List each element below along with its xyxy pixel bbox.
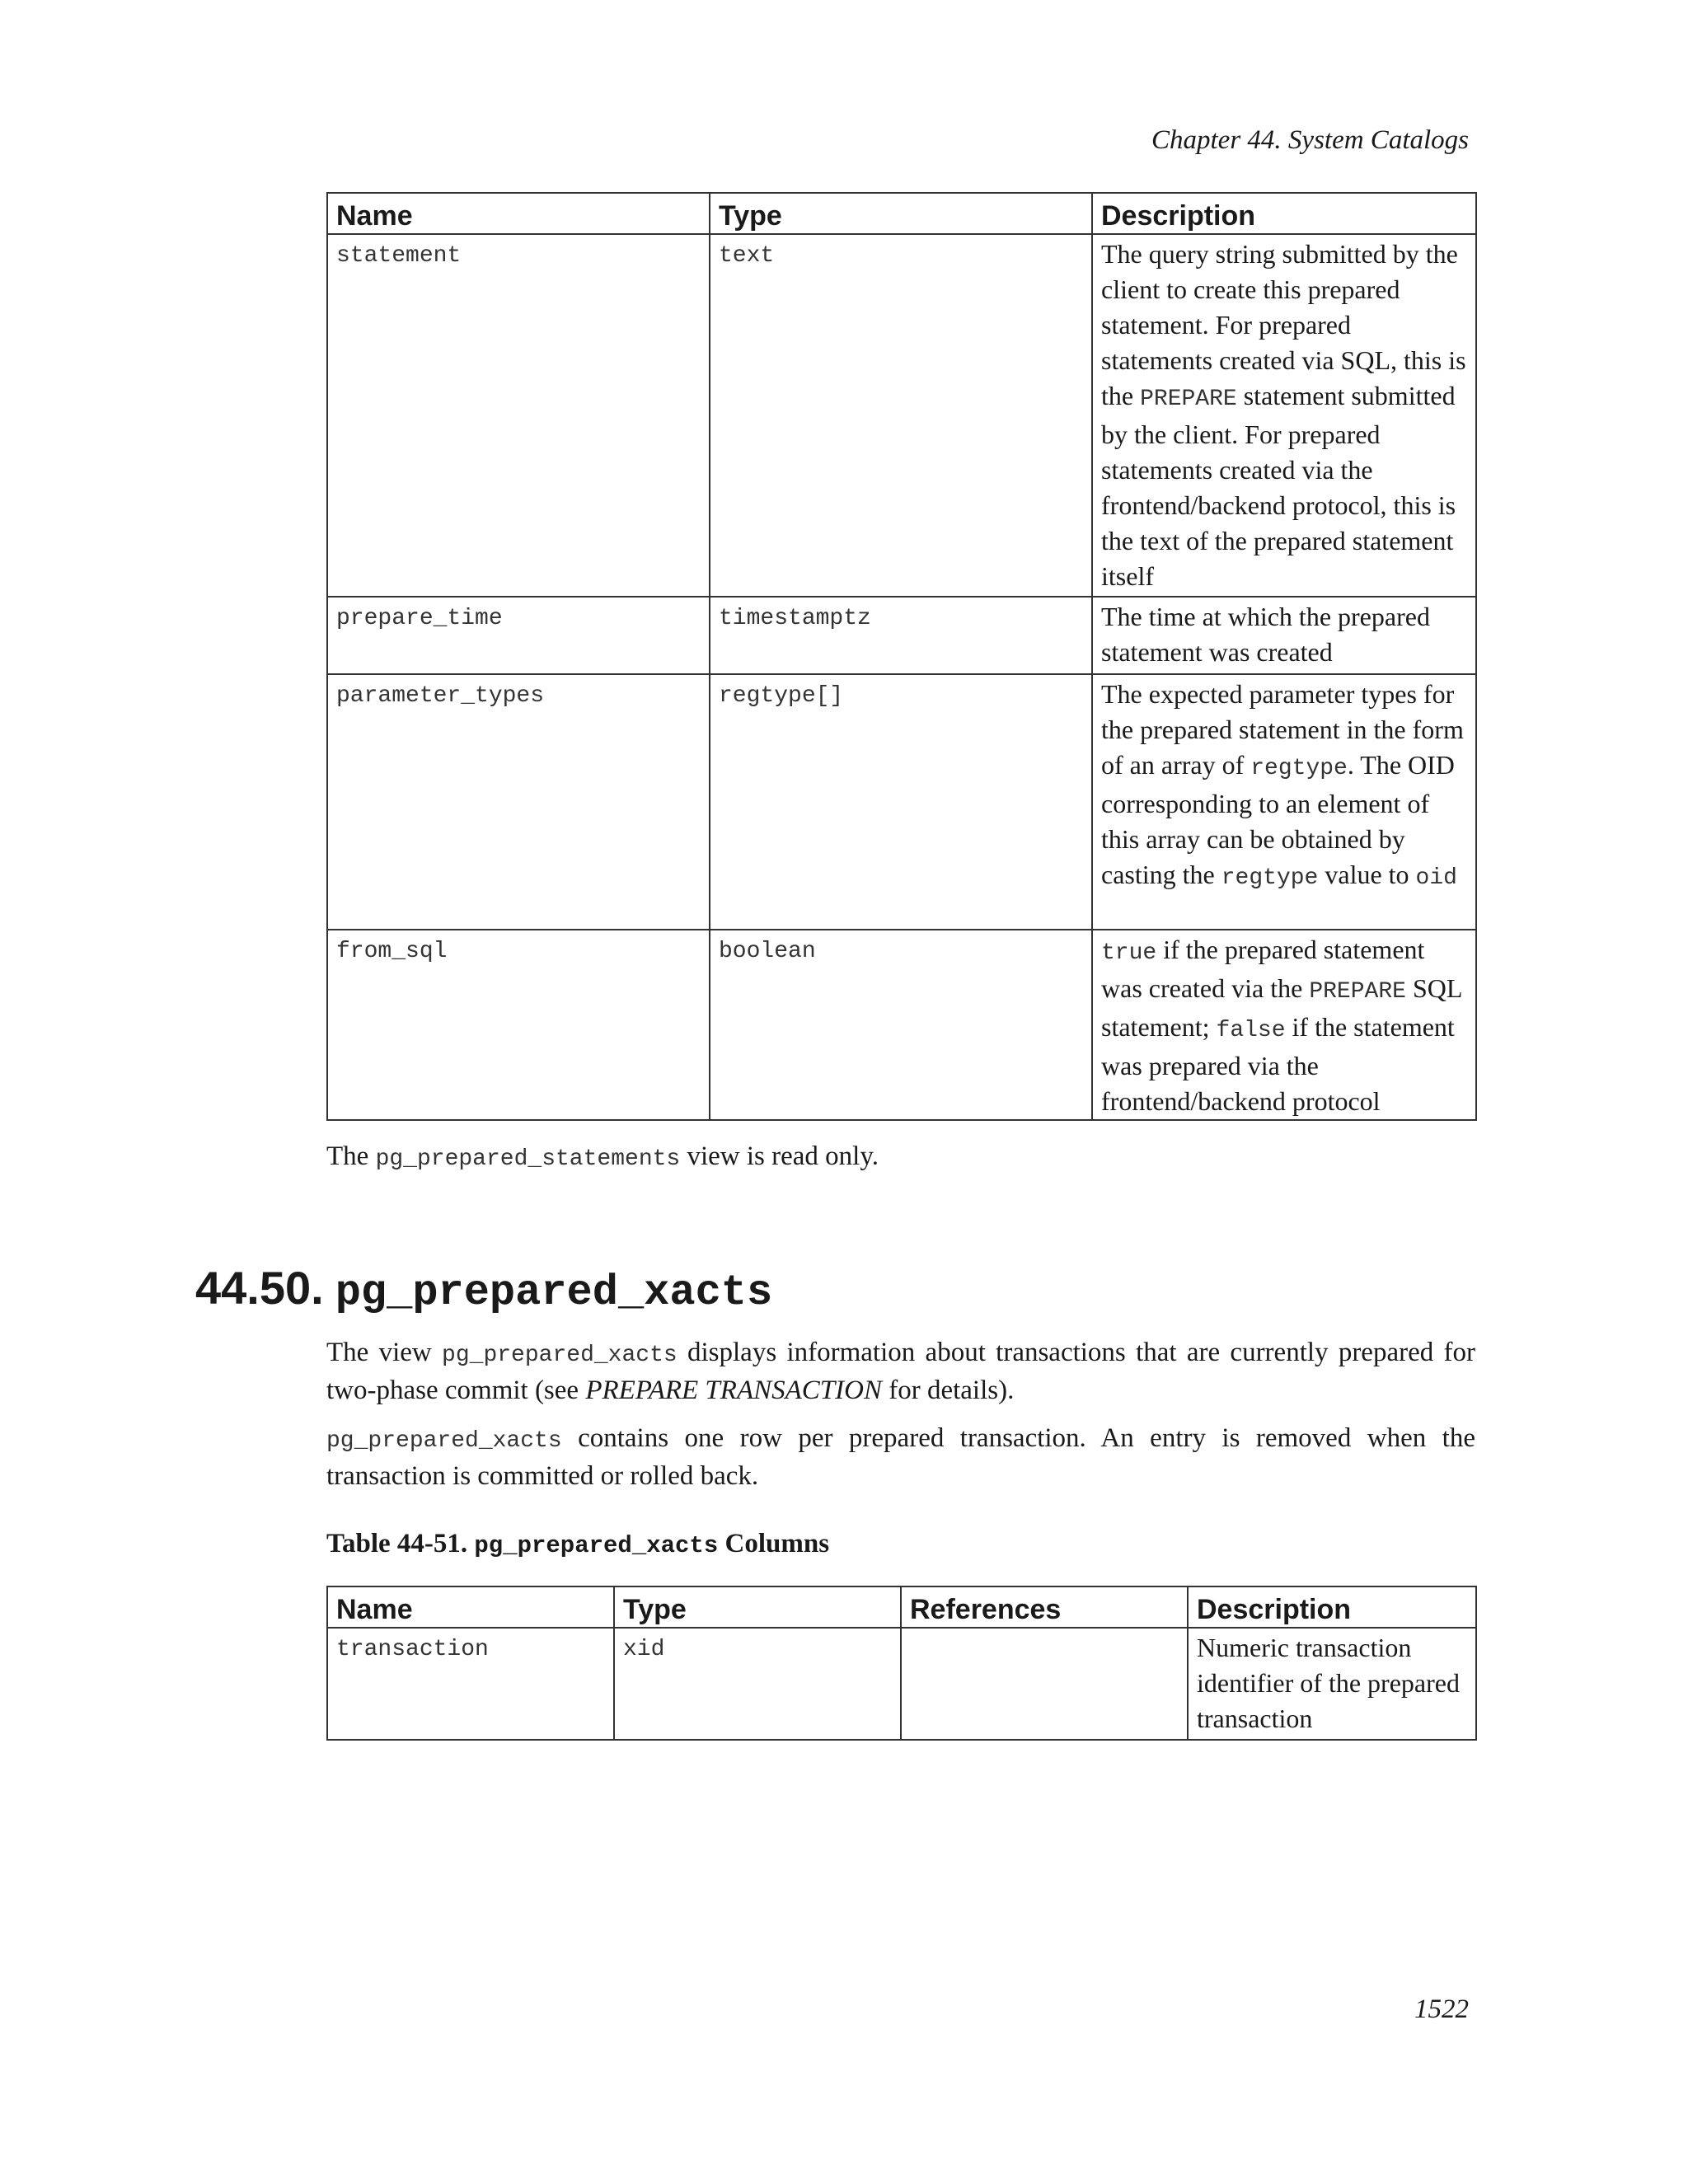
column-header-name: Name [327, 193, 710, 234]
description-code: oid [1415, 865, 1457, 891]
caption-suffix: Columns [724, 1529, 830, 1558]
description-text: The time at which the prepared statement was created [1101, 602, 1430, 667]
cell-description [1092, 674, 1476, 930]
view-name-code: pg_prepared_xacts [326, 1428, 562, 1454]
column-header-description: Description [1188, 1586, 1476, 1628]
prepared-xacts-columns-table [326, 1586, 1477, 1741]
table-row [327, 674, 1476, 930]
cell-type: xid [614, 1628, 901, 1740]
column-header-type: Type [614, 1586, 901, 1628]
cell-type: boolean [710, 930, 1092, 1120]
note-text: The [326, 1141, 369, 1171]
caption-label: Table 44-51. [326, 1529, 468, 1558]
table-row [327, 1628, 1476, 1740]
column-header-type: Type [710, 193, 1092, 234]
paragraph-text: The view [326, 1338, 432, 1367]
table-caption [326, 1529, 829, 1559]
cell-name: parameter_types [327, 674, 710, 930]
column-header-name: Name [327, 1586, 614, 1628]
table-header-row [327, 1586, 1476, 1628]
section-title: pg_prepared_xacts [335, 1268, 773, 1317]
paragraph-text: displays information about transactions that are currently prepared for two-phase commit (see [326, 1338, 1476, 1405]
running-header: Chapter 44. System Catalogs [1151, 125, 1469, 155]
cross-reference-link[interactable]: PREPARE TRANSACTION [585, 1376, 882, 1405]
section-number: 44.50. [195, 1262, 324, 1314]
table-header-row [327, 193, 1476, 234]
view-name-code: pg_prepared_xacts [442, 1343, 678, 1368]
cell-description [1092, 597, 1476, 674]
note-text: view is read only. [687, 1141, 879, 1171]
page-number: 1522 [1414, 1994, 1469, 2024]
caption-code: pg_prepared_xacts [474, 1532, 719, 1559]
column-header-description: Description [1092, 193, 1476, 234]
description-code: regtype [1221, 865, 1319, 891]
intro-paragraph [326, 1335, 1475, 1408]
description-text: if the statement was prepared via the frontend/backend protocol [1101, 1012, 1455, 1116]
paragraph-text: contains one row per prepared transaction. An entry is removed when the transaction is committed or rolled back. [326, 1423, 1475, 1491]
description-text: The expected parameter types for the prepared statement in the form of an array of [1101, 679, 1464, 780]
description-text: if the prepared statement was created via the [1101, 935, 1425, 1003]
description-code: PREPARE [1140, 387, 1237, 412]
prepared-statements-columns-table [326, 192, 1477, 1121]
cell-type: timestamptz [710, 597, 1092, 674]
table-row [327, 234, 1476, 597]
cell-references [901, 1628, 1188, 1740]
description-code: true [1101, 940, 1157, 966]
cell-type: regtype[] [710, 674, 1092, 930]
description-text: The query string submitted by the client to create this prepared statement. For prepared statements created via SQL, this is the [1101, 239, 1466, 410]
cell-name: statement [327, 234, 710, 597]
description-code: false [1216, 1018, 1286, 1043]
cell-description: Numeric transaction identifier of the prepared transaction [1188, 1628, 1476, 1740]
cell-name: from_sql [327, 930, 710, 1120]
description-code: regtype [1250, 756, 1348, 781]
column-header-references: References [901, 1586, 1188, 1628]
cell-name: transaction [327, 1628, 614, 1740]
section-heading [195, 1261, 772, 1317]
readonly-note [326, 1139, 1475, 1177]
cell-name: prepare_time [327, 597, 710, 674]
description-text: SQL statement; [1101, 973, 1462, 1042]
description-text: value to [1325, 860, 1409, 889]
description-text: . The OID corresponding to an element of this array can be obtained by casting the [1101, 750, 1455, 889]
cell-type: text [710, 234, 1092, 597]
table-row [327, 930, 1476, 1120]
paragraph-text: for details). [889, 1376, 1015, 1405]
cell-description [1092, 234, 1476, 597]
second-paragraph [326, 1421, 1475, 1494]
cell-description [1092, 930, 1476, 1120]
description-text: statement submitted by the client. For prepared statements created via the frontend/backend protocol, this is the text of the prepared statement itself [1101, 381, 1456, 591]
description-code: PREPARE [1309, 979, 1406, 1005]
table-row [327, 597, 1476, 674]
view-name-code: pg_prepared_statements [375, 1146, 681, 1172]
